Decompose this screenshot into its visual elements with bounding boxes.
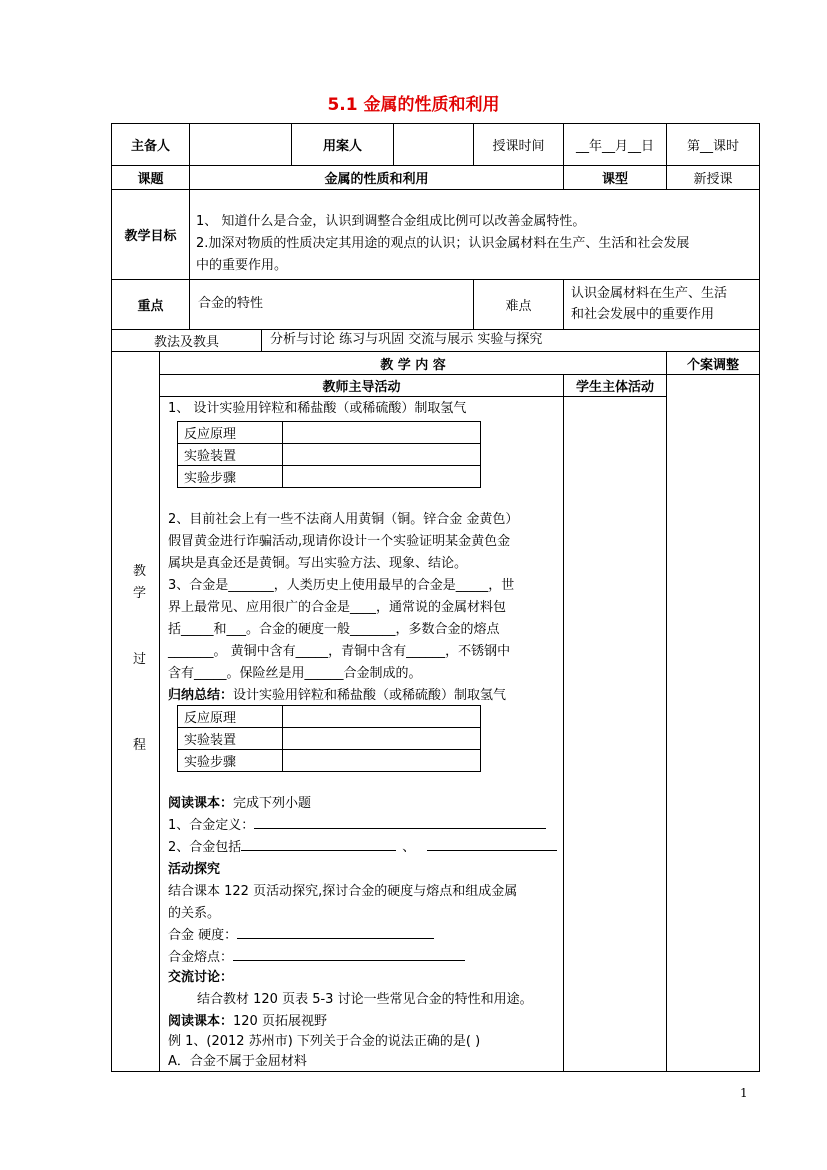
question-3: 含有_____。保险丝是用______合金制成的。	[168, 666, 422, 681]
table-row	[178, 422, 481, 444]
melting-line	[168, 947, 465, 969]
period-field: 第__课时	[686, 139, 739, 154]
process-side-label: 程	[133, 738, 147, 753]
content-header: 教 学 内 容	[380, 357, 446, 373]
discuss-text: 结合教材 120 页表 5-3 讨论一些常见合金的特性和用途。	[197, 992, 533, 1007]
table-cell-blank	[283, 728, 481, 750]
lesson-type-value: 新授课	[693, 172, 733, 187]
explore-heading: 活动探究	[168, 862, 221, 877]
alloy-includes-label: 2、合金包括	[168, 840, 242, 855]
difficulty-line-1: 认识金属材料在生产、生活	[571, 286, 728, 301]
reading-item-1	[168, 815, 546, 837]
reading-item-2	[168, 837, 557, 859]
reading-heading: 阅读课本：	[168, 796, 234, 811]
key-point-value: 合金的特性	[198, 296, 264, 311]
teacher-header: 教师主导活动	[322, 380, 401, 395]
lesson-type-label: 课型	[601, 172, 628, 187]
melting-label: 合金熔点：	[168, 950, 234, 965]
table-row	[178, 706, 481, 728]
table-cell-principle: 反应原理	[178, 422, 283, 444]
summary	[168, 685, 506, 707]
answer-blank	[427, 850, 557, 851]
summary-text: 设计实验用锌粒和稀盐酸（或稀硫酸）制取氢气	[233, 688, 507, 703]
experiment-table	[177, 421, 481, 488]
answer-blank	[237, 938, 434, 939]
table-cell-steps: 实验步骤	[178, 750, 283, 772]
student-header: 学生主体活动	[575, 380, 654, 395]
process-side-label: 教	[133, 564, 147, 579]
key-point-label: 重点	[137, 299, 164, 314]
table-cell-blank	[283, 422, 481, 444]
example-question: 例 1、(2012 苏州市) 下列关于合金的说法正确的是( )	[168, 1034, 481, 1049]
option-a: A．合金不属于金屈材料	[168, 1054, 307, 1069]
answer-blank	[254, 828, 546, 829]
question-3: _______。 黄铜中含有_____，青铜中含有______，不锈钢中	[168, 644, 511, 659]
methods-label: 教法及教具	[153, 335, 219, 350]
question-1: 1、 设计实验用锌粒和稀盐酸（或稀硫酸）制取氢气	[168, 401, 467, 416]
question-3: 3、合金是_______，人类历史上使用最早的合金是_____，世	[168, 578, 515, 593]
hardness-line	[168, 925, 434, 947]
table-cell-apparatus: 实验装置	[178, 444, 283, 466]
explore-text: 结合课本 122 页活动探究,探讨合金的硬度与熔点和组成金属	[168, 884, 518, 899]
answer-blank	[241, 850, 396, 851]
date-field: __年__月__日	[575, 139, 654, 154]
answer-blank	[233, 960, 465, 961]
explore-text: 的关系。	[168, 906, 221, 921]
adjust-header: 个案调整	[686, 357, 739, 373]
table-cell-blank	[283, 750, 481, 772]
process-side-label: 学	[133, 586, 147, 601]
methods-value: 分析与讨论 练习与巩固 交流与展示 实验与探究	[270, 332, 543, 347]
user-label: 用案人	[322, 139, 362, 154]
process-side-label: 过	[133, 652, 147, 667]
table-cell-blank	[283, 706, 481, 728]
table-cell-steps: 实验步骤	[178, 466, 283, 488]
question-3: 界上最常见、应用很广的合金是____，通常说的金属材料包	[168, 600, 507, 615]
alloy-definition-label: 1、合金定义：	[168, 818, 255, 833]
question-2: 2、目前社会上有一些不法商人用黄铜（铜。锌合金 金黄色）	[168, 512, 519, 527]
hardness-label: 合金 硬度：	[168, 928, 238, 943]
topic-value: 金属的性质和利用	[324, 172, 429, 187]
page-number: 1	[740, 1086, 748, 1100]
table-cell-blank	[283, 444, 481, 466]
preparer-label: 主备人	[130, 139, 170, 154]
table-cell-principle: 反应原理	[178, 706, 283, 728]
question-2: 假冒黄金进行诈骗活动,现请你设计一个实验证明某金黄色金	[168, 534, 511, 549]
table-cell-blank	[283, 466, 481, 488]
table-row	[178, 466, 481, 488]
table-row	[178, 444, 481, 466]
reading-1	[168, 793, 311, 815]
reading-2	[168, 1011, 327, 1033]
difficulty-label: 难点	[505, 299, 532, 314]
goal-line-2: 2.加深对物质的性质决定其用途的观点的认识；认识金属材料在生产、生活和社会发展	[196, 236, 690, 251]
goal-line-3: 中的重要作用。	[196, 258, 288, 273]
reading-text: 完成下列小题	[233, 796, 312, 811]
reading-heading: 阅读课本：	[168, 1014, 234, 1029]
time-label: 授课时间	[492, 139, 545, 154]
summary-heading: 归纳总结：	[168, 688, 234, 703]
question-3: 括_____和___。合金的硬度一般_______，多数合金的熔点	[168, 622, 500, 637]
page-title: 5.1 金属的性质和利用	[327, 95, 500, 115]
table-row	[178, 728, 481, 750]
goal-line-1: 1、 知道什么是合金，认识到调整合金组成比例可以改善金属特性。	[196, 214, 586, 229]
table-cell-apparatus: 实验装置	[178, 728, 283, 750]
discuss-heading: 交流讨论：	[168, 970, 234, 985]
topic-label: 课题	[137, 172, 164, 187]
difficulty-line-2: 和社会发展中的重要作用	[571, 307, 715, 322]
table-row	[178, 750, 481, 772]
experiment-table	[177, 705, 481, 772]
separator: 、	[402, 840, 416, 855]
question-2: 属块是真金还是黄铜。写出实验方法、现象、结论。	[168, 556, 468, 571]
reading-text: 120 页拓展视野	[233, 1014, 327, 1029]
goals-label: 教学目标	[124, 229, 177, 244]
